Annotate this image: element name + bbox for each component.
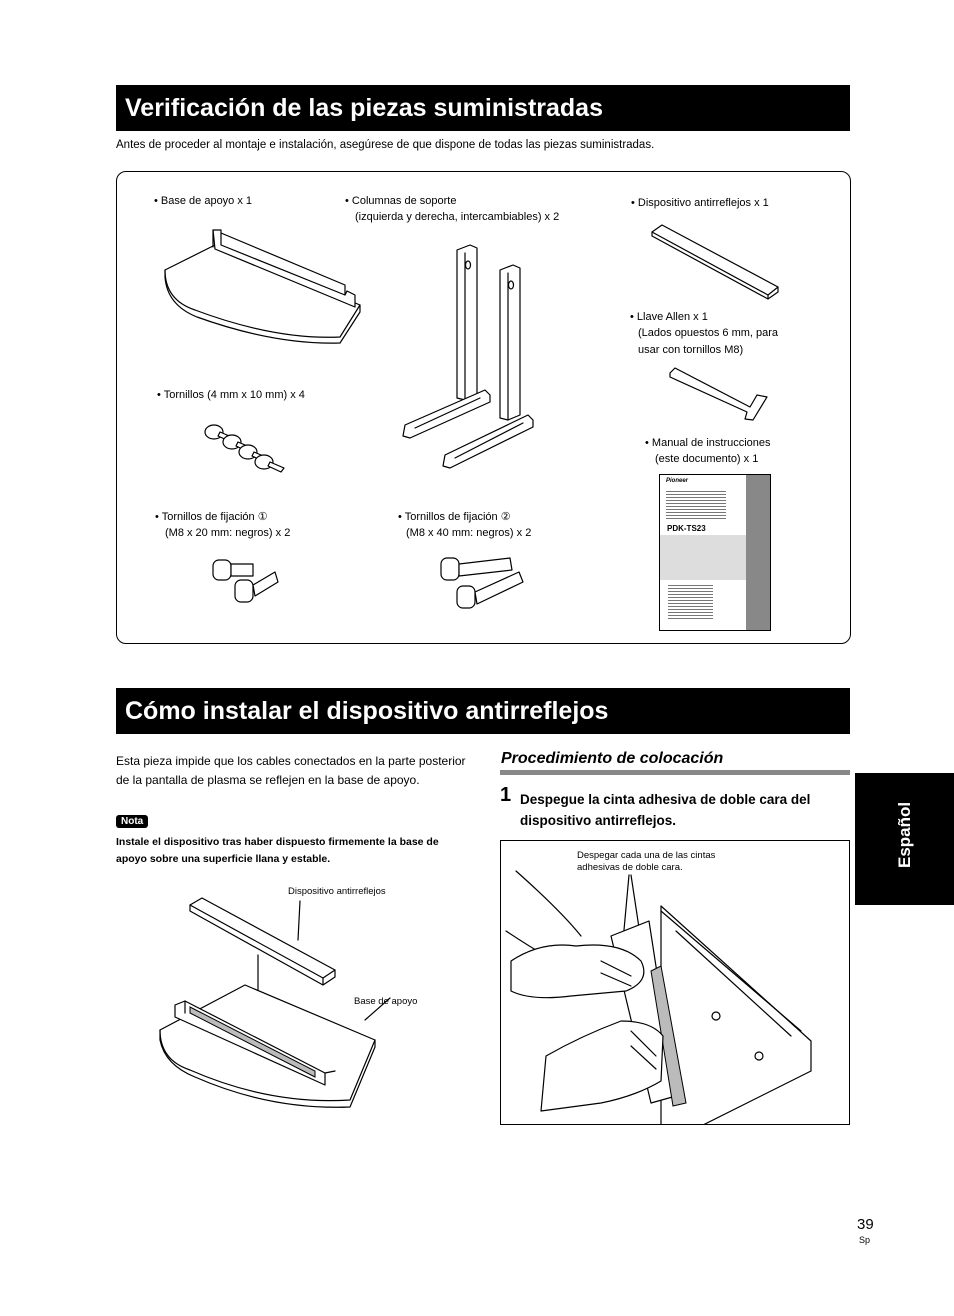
note-badge: Nota bbox=[116, 815, 148, 828]
label-columns-2: (izquierda y derecha, intercambiables) x 2 bbox=[355, 211, 560, 223]
procedure-title: Procedimiento de colocación bbox=[501, 750, 724, 767]
label-base: • Base de apoyo x 1 bbox=[154, 195, 253, 207]
page-number: 39 bbox=[857, 1216, 874, 1233]
step-text: Despegue la cinta adhesiva de doble cara del dispositivo antirreflejos. bbox=[520, 792, 811, 828]
manual-model: PDK-TS23 bbox=[667, 524, 706, 533]
fixing-screws-2-illustration bbox=[435, 552, 535, 617]
label-columns-1: • Columnas de soporte bbox=[345, 195, 457, 207]
manual-band bbox=[660, 535, 746, 580]
page-suffix: Sp bbox=[859, 1235, 871, 1245]
manual-cover bbox=[659, 474, 771, 631]
label-antiglare: • Dispositivo antirreflejos x 1 bbox=[631, 197, 769, 209]
fig-label-base: Base de apoyo bbox=[354, 996, 418, 1007]
install-description: Esta pieza impide que los cables conectados en la parte posterior de la pantalla de plasma se reflejen en la base de apoyo. bbox=[116, 754, 466, 787]
section-title-install: Cómo instalar el dispositivo antirreflejos bbox=[116, 688, 850, 734]
manual-spine bbox=[746, 475, 770, 630]
note-text: Instale el dispositivo tras haber dispuesto firmemente la base de apoyo sobre una superficie llana y estable. bbox=[116, 836, 439, 865]
base-stand-illustration bbox=[155, 225, 370, 355]
label-fix1-1: • Tornillos de fijación ① bbox=[155, 511, 268, 523]
language-tab-label: Español bbox=[895, 801, 914, 868]
callout-text: Despegar cada una de las cintas adhesivas de doble cara. bbox=[577, 850, 716, 873]
step-number: 1 bbox=[500, 784, 512, 806]
label-allen-3: usar con tornillos M8) bbox=[638, 344, 744, 356]
label-fix2-2: (M8 x 40 mm: negros) x 2 bbox=[406, 527, 532, 539]
label-fix2-1: • Tornillos de fijación ② bbox=[398, 511, 511, 523]
manual-lang-lines bbox=[668, 583, 713, 619]
peel-tape-illustration bbox=[501, 841, 850, 1125]
support-columns-illustration bbox=[395, 240, 545, 470]
manual-brand: Pioneer bbox=[666, 478, 689, 484]
antiglare-device-illustration bbox=[650, 222, 785, 302]
fig-label-antiglare: Dispositivo antirreflejos bbox=[288, 886, 386, 897]
label-fix1-2: (M8 x 20 mm: negros) x 2 bbox=[165, 527, 291, 539]
intro-text: Antes de proceder al montaje e instalación, asegúrese de que dispone de todas las piezas suministradas. bbox=[116, 139, 655, 151]
language-tab bbox=[855, 773, 954, 905]
install-illustration bbox=[150, 895, 450, 1125]
label-allen-1: • Llave Allen x 1 bbox=[630, 311, 708, 323]
procedure-rule bbox=[500, 770, 850, 775]
label-screws: • Tornillos (4 mm x 10 mm) x 4 bbox=[157, 389, 305, 401]
section-title-parts: Verificación de las piezas suministradas bbox=[116, 85, 850, 131]
manual-text-lines bbox=[666, 489, 726, 519]
label-manual-2: (este documento) x 1 bbox=[655, 453, 759, 465]
step-figure bbox=[500, 840, 850, 1125]
label-manual-1: • Manual de instrucciones bbox=[645, 437, 771, 449]
fixing-screws-1-illustration bbox=[205, 552, 290, 612]
allen-key-illustration bbox=[665, 365, 775, 425]
small-screws-illustration bbox=[200, 418, 295, 478]
label-allen-2: (Lados opuestos 6 mm, para bbox=[638, 327, 779, 339]
